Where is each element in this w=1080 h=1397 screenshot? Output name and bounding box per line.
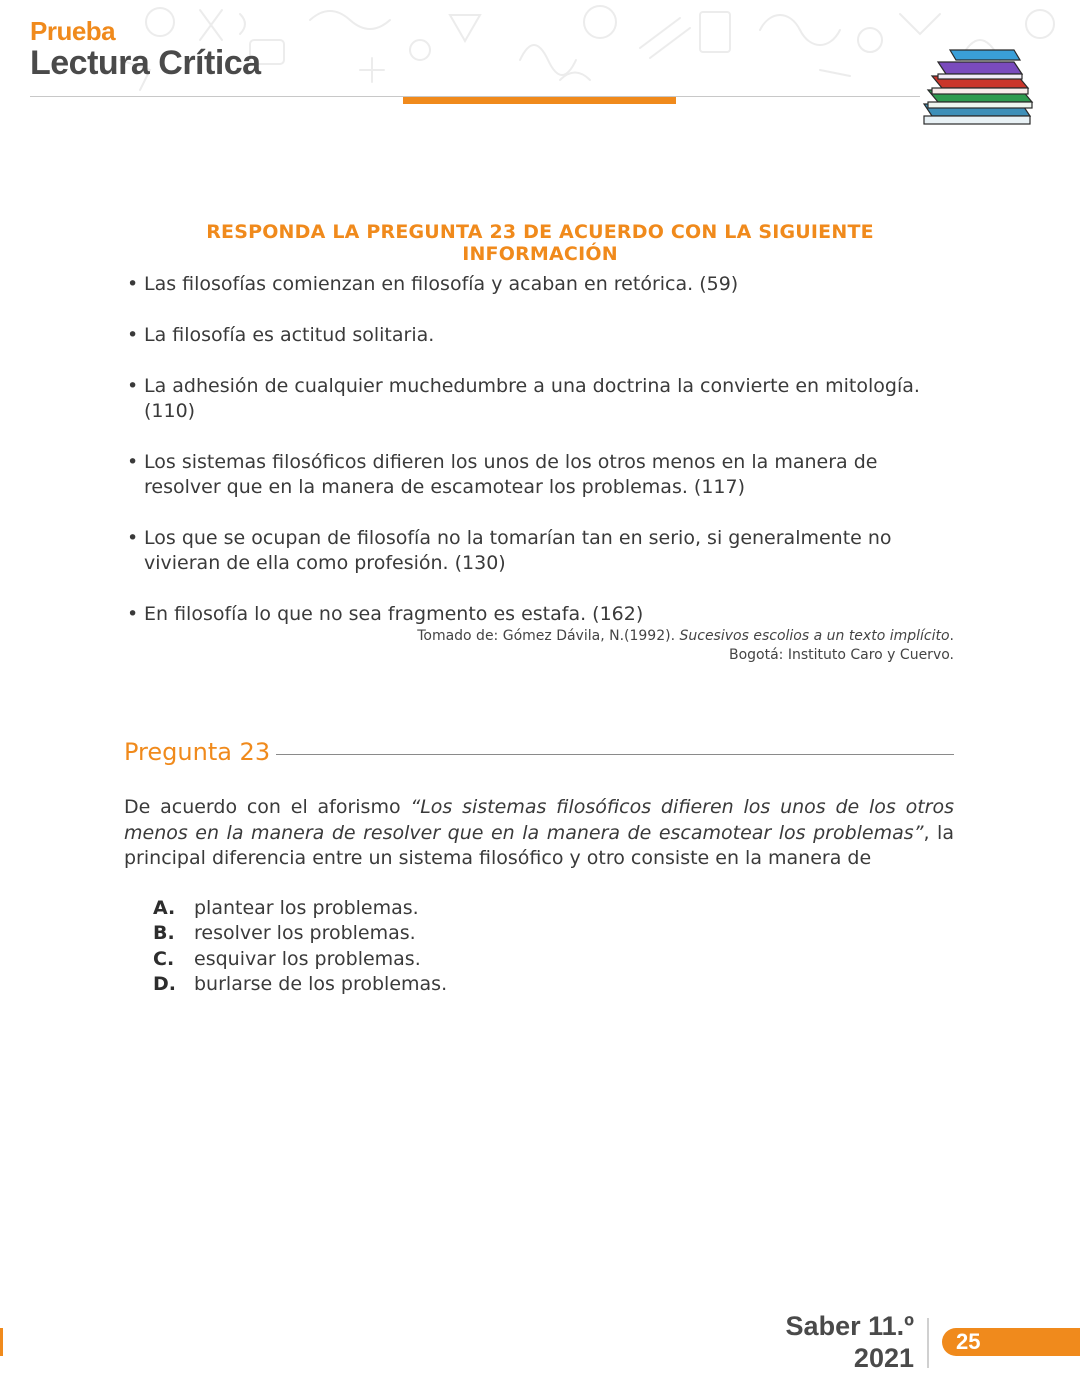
footer-exam-name: Saber 11.º — [785, 1311, 914, 1341]
citation-title-suffix: . — [949, 628, 954, 644]
page-number-tab — [942, 1328, 1080, 1356]
option-c[interactable] — [153, 947, 447, 972]
citation-prefix: Tomado de: Gómez Dávila, N.(1992). — [417, 628, 680, 644]
question-label: Pregunta 23 — [124, 738, 271, 766]
citation-publisher: Bogotá: Instituto Caro y Cuervo. — [728, 647, 954, 663]
option-letter: A. — [153, 897, 176, 919]
aphorism-item: • La filosofía es actitud solitaria. — [126, 323, 956, 348]
question-stem — [124, 795, 954, 872]
option-a[interactable] — [153, 896, 447, 921]
footer-divider — [927, 1318, 929, 1368]
source-citation — [300, 627, 954, 665]
option-text: plantear los problemas. — [194, 897, 419, 919]
option-text: burlarse de los problemas. — [194, 972, 448, 995]
option-letter: B. — [153, 922, 175, 945]
instructions-heading: RESPONDA LA PREGUNTA 23 DE ACUERDO CON LA SIGUIENTE INFORMACIÓN — [206, 221, 874, 265]
option-letter: D. — [153, 972, 176, 995]
option-text: esquivar los problemas. — [194, 947, 421, 970]
question-divider — [276, 754, 954, 755]
subject-title: Lectura Crítica — [30, 44, 261, 82]
aphorism-item: • Las filosofías comienzan en filosofía y acaban en retórica. (59) — [126, 272, 956, 297]
option-d[interactable] — [153, 972, 447, 997]
aphorism-item: • La adhesión de cualquier muchedumbre a una doctrina la convierte en mitología. (110) — [126, 374, 956, 424]
footer-year: 2021 — [853, 1343, 914, 1373]
question-stem-intro: De acuerdo con el aforismo — [124, 796, 411, 818]
subject-kicker: Prueba — [30, 16, 116, 46]
aphorism-item: • Los que se ocupan de filosofía no la tomarían tan en serio, si generalmente no vivieran de ella como profesión. (130) — [126, 526, 956, 576]
question-stem-quote: “Los sistemas filosóficos difieren los unos de los otros menos en la manera de resolver que en la manera de escamotear los problemas” — [124, 796, 954, 844]
citation-book-title: Sucesivos escolios a un texto implícito — [679, 628, 950, 644]
option-letter: C. — [153, 947, 175, 970]
aphorism-list — [126, 272, 956, 627]
answer-options — [153, 896, 447, 997]
question-stem-ending: , la principal diferencia entre un sistema filosófico y otro consiste en la manera de — [124, 821, 954, 869]
books-stack-icon — [918, 44, 1042, 134]
left-margin-mark — [0, 1328, 3, 1356]
footer-exam-label — [780, 1310, 914, 1374]
option-b[interactable] — [153, 921, 447, 946]
header-accent-bar — [403, 97, 676, 104]
aphorism-item: • Los sistemas filosóficos difieren los unos de los otros menos en la manera de resolver que en la manera de escamotear los problemas. (117) — [126, 450, 956, 500]
page-number: 25 — [956, 1329, 981, 1354]
option-text: resolver los problemas. — [194, 922, 416, 945]
aphorism-item: • En filosofía lo que no sea fragmento es estafa. (162) — [126, 602, 956, 627]
